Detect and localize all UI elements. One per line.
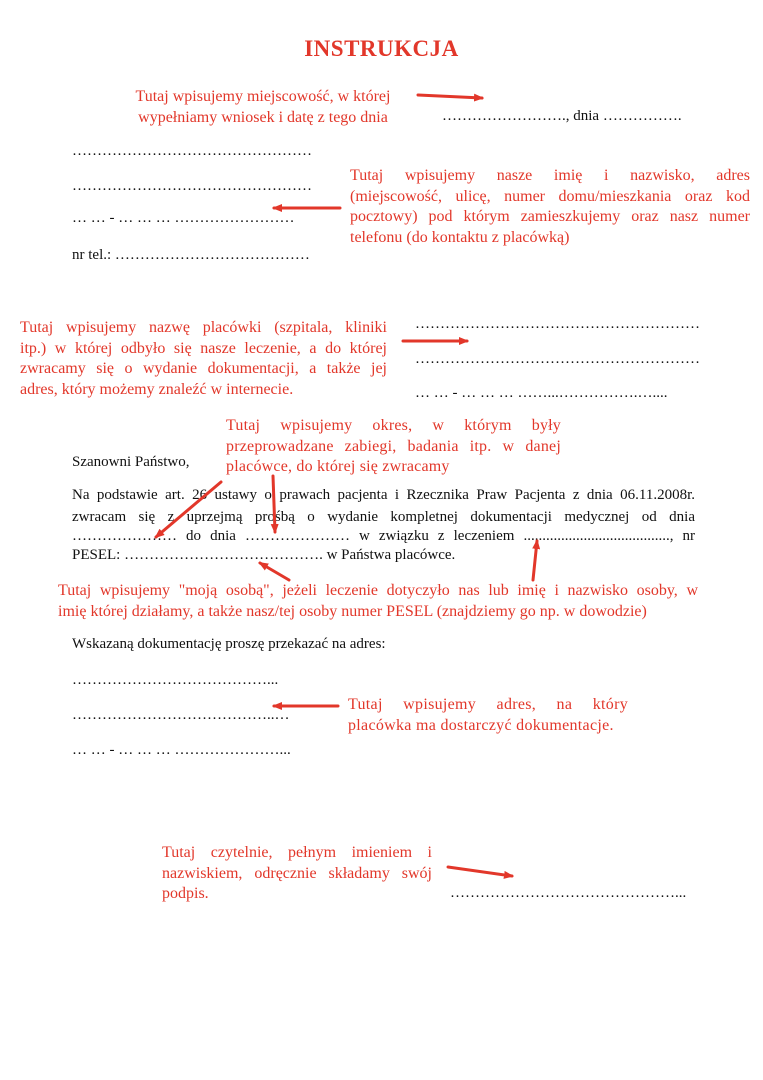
delivery-name-field[interactable]: …………………………………... <box>72 672 279 688</box>
arrow-signature <box>448 867 512 876</box>
annotation-line: przeprowadzane zabiegi, badania itp. w danej <box>226 437 561 455</box>
annotation-line: podpis. <box>162 885 209 902</box>
phone-field[interactable]: nr tel.: ………………………………… <box>72 247 310 263</box>
body-line-3[interactable]: ………………… do dnia ………………… w związku z leczeniem ......................................., nr <box>72 528 695 544</box>
facility-name-field[interactable]: ………………………………………………… <box>415 316 700 332</box>
delivery-street-field[interactable]: …………………………………..… <box>72 707 290 723</box>
annotation-period <box>226 416 561 478</box>
annotation-line: Tutaj wpisujemy nasze imię i nazwisko, adres <box>350 167 750 184</box>
arrow-pesel-number <box>260 563 289 580</box>
annotation-sender <box>350 166 750 248</box>
annotation-line: zwracamy się o wydanie dokumentacji, a także jej <box>20 360 387 377</box>
annotation-line: Tutaj czytelnie, pełnym imieniem i <box>162 844 432 861</box>
annotation-line: telefonu (do kontaktu z placówką) <box>350 228 570 246</box>
annotation-pesel <box>58 581 708 622</box>
annotation-line: itp.) w której odbyło się nasze leczenie, a do której <box>20 339 387 357</box>
facility-street-field[interactable]: ………………………………………………… <box>415 351 700 367</box>
signature-field[interactable]: ………………………………………... <box>450 885 687 901</box>
annotation-line: Tutaj wpisujemy nazwę placówki (szpitala, kliniki <box>20 319 387 336</box>
sender-name-field[interactable]: ………………………………………… <box>72 143 312 159</box>
annotation-line: Tutaj wpisujemy adres, na który <box>348 696 628 713</box>
arrow-place-date <box>418 95 482 98</box>
place-date-field[interactable]: ……………………., dnia ……………. <box>442 108 682 124</box>
body-line-2: zwracam się z uprzejmą prośbą o wydanie kompletnej dokumentacji medycznej od dnia <box>72 509 695 525</box>
annotation-line: Tutaj wpisujemy okres, w którym były <box>226 417 561 434</box>
annotation-line: Tutaj wpisujemy "moją osobą", jeżeli leczenie dotyczyło nas lub imię i nazwisko osoby, w <box>58 582 698 599</box>
arrow-pesel-name <box>533 541 537 580</box>
annotation-line: imię której działamy, a także nasz/tej osoby numer PESEL (znajdziemy go np. w dowodzie) <box>58 602 647 620</box>
body-line-1: Na podstawie art. 26 ustawy o prawach pacjenta i Rzecznika Praw Pacjenta z dnia 06.11.2008r. <box>72 487 695 503</box>
annotation-facility <box>20 318 387 400</box>
facility-postal-field[interactable]: … … - … … … ……...…………….….... <box>415 385 668 401</box>
greeting: Szanowni Państwo, <box>72 454 190 470</box>
sender-postal-field[interactable]: … … - … … … …………………… <box>72 210 295 226</box>
annotation-line: Tutaj wpisujemy miejscowość, w której <box>135 88 391 105</box>
annotation-delivery <box>348 695 628 736</box>
annotation-line: nazwiskiem, odręcznie składamy swój <box>162 864 432 882</box>
annotation-line: wypełniamy wniosek i datę z tego dnia <box>138 108 388 126</box>
annotation-signature <box>162 843 432 905</box>
body-line-4[interactable]: PESEL: …………………………………. w Państwa placówce. <box>72 547 456 563</box>
delivery-postal-field[interactable]: … … - … … … …………………... <box>72 742 291 758</box>
annotation-line: adres, który możemy znaleźć w internecie. <box>20 380 294 398</box>
sender-street-field[interactable]: ………………………………………… <box>72 178 312 194</box>
annotation-line: placówce, do której się zwracamy <box>226 458 450 475</box>
annotation-line: pocztowy) pod którym zamieszkujemy oraz nasz numer <box>350 208 750 225</box>
annotation-line: placówka ma dostarczyć dokumentacje. <box>348 716 614 734</box>
annotation-place-date <box>118 87 408 128</box>
annotation-line: (miejscowość, ulicę, numer domu/mieszkania oraz kod <box>350 187 750 205</box>
page-title: INSTRUKCJA <box>304 36 459 61</box>
delivery-label: Wskazaną dokumentację proszę przekazać na adres: <box>72 636 386 652</box>
